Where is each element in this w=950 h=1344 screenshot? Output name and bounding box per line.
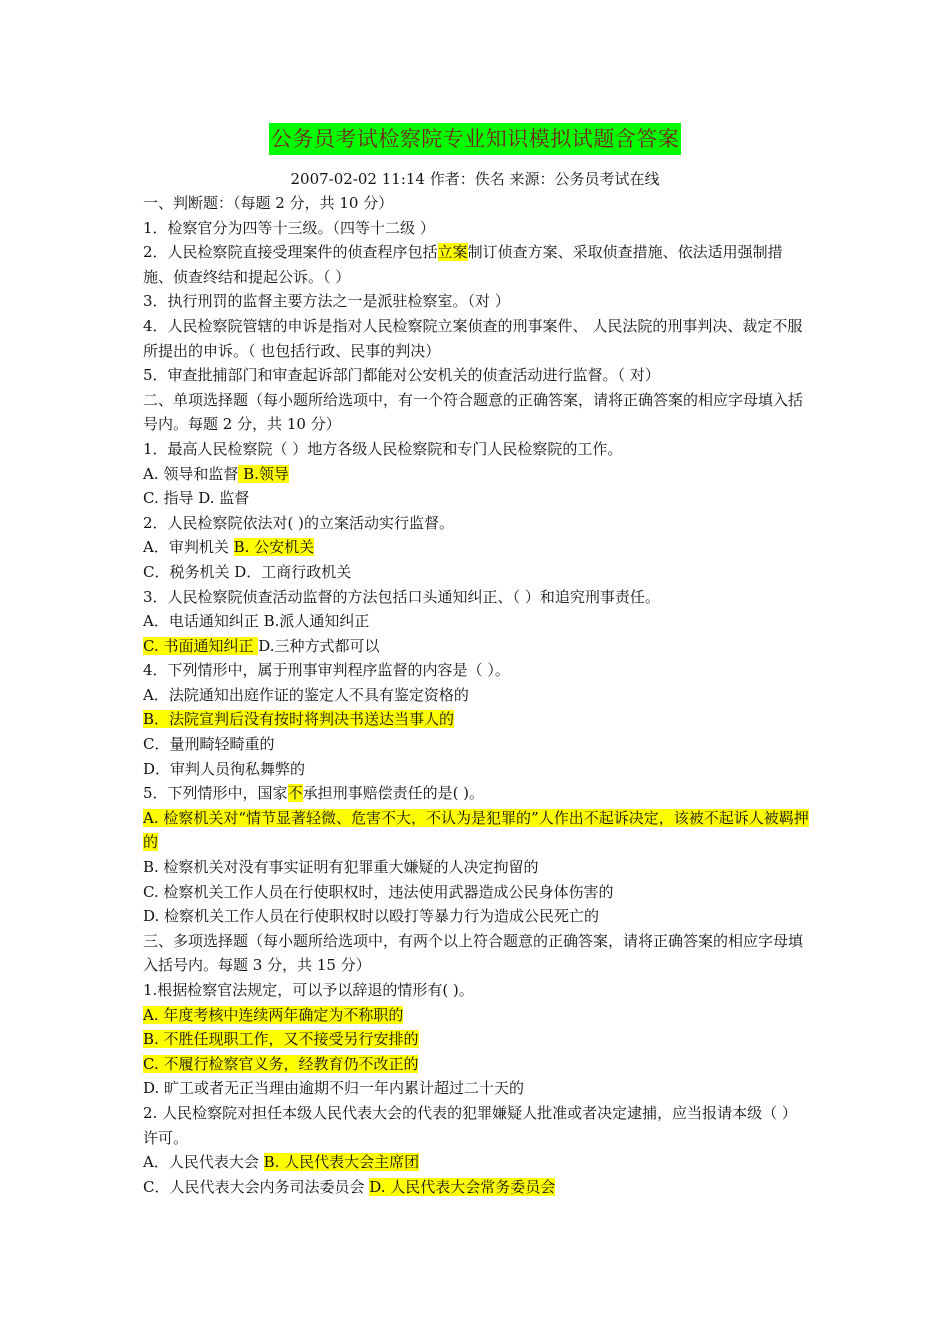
text-segment: D.三种方式都可以	[258, 636, 380, 655]
text-segment: A．人民代表大会	[143, 1153, 264, 1172]
text-segment: B. 检察机关对没有事实证明有犯罪重大嫌疑的人决定拘留的	[143, 858, 539, 877]
text-segment: 制订侦查方案、采取侦查措施、依法适用强制措施、侦查终结和提起公诉。（ ）	[143, 243, 783, 286]
highlighted-answer: C. 不履行检察官义务，经教育仍不改正的	[143, 1054, 419, 1073]
text-segment: 5．下列情形中，国家	[143, 784, 288, 803]
text-line	[143, 634, 811, 659]
highlighted-answer: 立案	[437, 243, 468, 262]
text-line	[143, 732, 811, 757]
text-segment: 二、单项选择题（每小题所给选项中，有一个符合题意的正确答案，请将正确答案的相应字母填入括号内。每题 2 分，共 10 分）	[143, 390, 804, 434]
text-line	[143, 191, 811, 216]
text-line	[143, 707, 811, 732]
text-segment: C. 指导 D. 监督	[143, 489, 250, 508]
text-segment: D. 旷工或者无正当理由逾期不归一年内累计超过二十天的	[143, 1079, 525, 1098]
text-segment: 4．人民检察院管辖的申诉是指对人民检察院立案侦查的刑事案件、 人民法院的刑事判决、裁定不服所提出的申诉。（ 也包括行政、民事的判决）	[143, 316, 803, 360]
text-segment: 2．人民检察院依法对( )的立案活动实行监督。	[143, 513, 455, 532]
text-segment: 1．检察官分为四等十三级。（四等十二级 ）	[143, 218, 435, 237]
text-line	[143, 1076, 811, 1101]
text-line	[143, 1101, 811, 1150]
text-segment: C．人民代表大会内务司法委员会	[143, 1177, 370, 1196]
text-line	[143, 781, 811, 806]
text-line	[143, 314, 811, 363]
text-segment: 3．人民检察院侦查活动监督的方法包括口头通知纠正、（ ）和追究刑事责任。	[143, 587, 660, 606]
text-segment: 三、多项选择题（每小题所给选项中，有两个以上符合题意的正确答案，请将正确答案的相应字母填入括号内。每题 3 分，共 15 分）	[143, 931, 804, 975]
text-line	[143, 289, 811, 314]
text-segment: C．税务机关 D．工商行政机关	[143, 562, 352, 581]
text-line	[143, 462, 811, 487]
text-segment: D．审判人员徇私舞弊的	[143, 759, 306, 778]
text-line	[143, 978, 811, 1003]
document-body	[143, 191, 811, 1199]
text-line	[143, 585, 811, 610]
text-line	[143, 806, 811, 855]
text-line	[143, 511, 811, 536]
text-segment: 1．最高人民检察院（ ）地方各级人民检察院和专门人民检察院的工作。	[143, 439, 623, 458]
text-segment: 1.根据检察官法规定，可以予以辞退的情形有( )。	[143, 981, 474, 999]
text-line	[143, 904, 811, 929]
text-line	[143, 1150, 811, 1175]
text-segment: 2. 人民检察院对担任本级人民代表大会的代表的犯罪嫌疑人批准或者决定逮捕，应当报请本级（ ）许可。	[143, 1103, 797, 1147]
text-line	[143, 1003, 811, 1028]
text-segment: 5．审查批捕部门和审查起诉部门都能对公安机关的侦查活动进行监督。（ 对）	[143, 366, 660, 385]
text-line	[143, 216, 811, 241]
highlighted-answer: C. 书面通知纠正	[143, 636, 259, 655]
text-line	[143, 855, 811, 880]
text-line	[143, 388, 811, 437]
highlighted-answer: B. 不胜任现职工作，又不接受另行安排的	[143, 1030, 419, 1049]
text-line	[143, 929, 811, 978]
text-line	[143, 757, 811, 782]
text-segment: C．量刑畸轻畸重的	[143, 735, 275, 754]
text-line	[143, 1175, 811, 1200]
text-segment: 2．人民检察院直接受理案件的侦查程序包括	[143, 243, 438, 262]
highlighted-answer: B. 公安机关	[233, 538, 315, 557]
highlighted-answer: A. 检察机关对“情节显著轻微、危害不大，不认为是犯罪的”人作出不起诉决定，该被不起诉人被羁押的	[143, 808, 809, 852]
document-title: 公务员考试检察院专业知识模拟试题含答案	[269, 123, 682, 155]
text-segment: C. 检察机关工作人员在行使职权时，违法使用武器造成公民身体伤害的	[143, 882, 614, 901]
text-line	[143, 437, 811, 462]
text-segment: 一、判断题：（每题 2 分，共 10 分）	[143, 194, 394, 212]
text-segment: D. 检察机关工作人员在行使职权时以殴打等暴力行为造成公民死亡的	[143, 907, 600, 926]
text-line	[143, 609, 811, 634]
text-segment: 4．下列情形中，属于刑事审判程序监督的内容是（ ）。	[143, 661, 510, 680]
text-line	[143, 1052, 811, 1077]
text-segment: A．法院通知出庭作证的鉴定人不具有鉴定资格的	[143, 685, 469, 704]
text-segment: A. 领导和监督	[143, 464, 239, 483]
text-line	[143, 535, 811, 560]
text-segment: 承担刑事赔偿责任的是( )。	[302, 784, 485, 803]
highlighted-answer: B.领导	[238, 464, 289, 483]
document-meta: 2007-02-02 11:14 作者：佚名 来源：公务员考试在线	[290, 170, 660, 188]
text-segment: A．电话通知纠正 B.派人通知纠正	[143, 612, 370, 631]
text-line	[143, 1027, 811, 1052]
text-line	[143, 560, 811, 585]
highlighted-answer: D. 人民代表大会常务委员会	[369, 1177, 556, 1196]
text-line	[143, 683, 811, 708]
highlighted-answer: B. 人民代表大会主席团	[263, 1153, 420, 1172]
text-line	[143, 658, 811, 683]
text-line	[143, 363, 811, 388]
text-segment: A．审判机关	[143, 538, 234, 557]
highlighted-answer: 不	[287, 784, 303, 803]
text-line	[143, 486, 811, 511]
text-line	[143, 880, 811, 905]
text-segment: 3．执行刑罚的监督主要方法之一是派驻检察室。（对 ）	[143, 292, 510, 311]
title-row	[0, 123, 950, 155]
text-line	[143, 240, 811, 289]
highlighted-answer: B．法院宣判后没有按时将判决书送达当事人的	[143, 710, 455, 729]
highlighted-answer: A. 年度考核中连续两年确定为不称职的	[143, 1005, 404, 1024]
